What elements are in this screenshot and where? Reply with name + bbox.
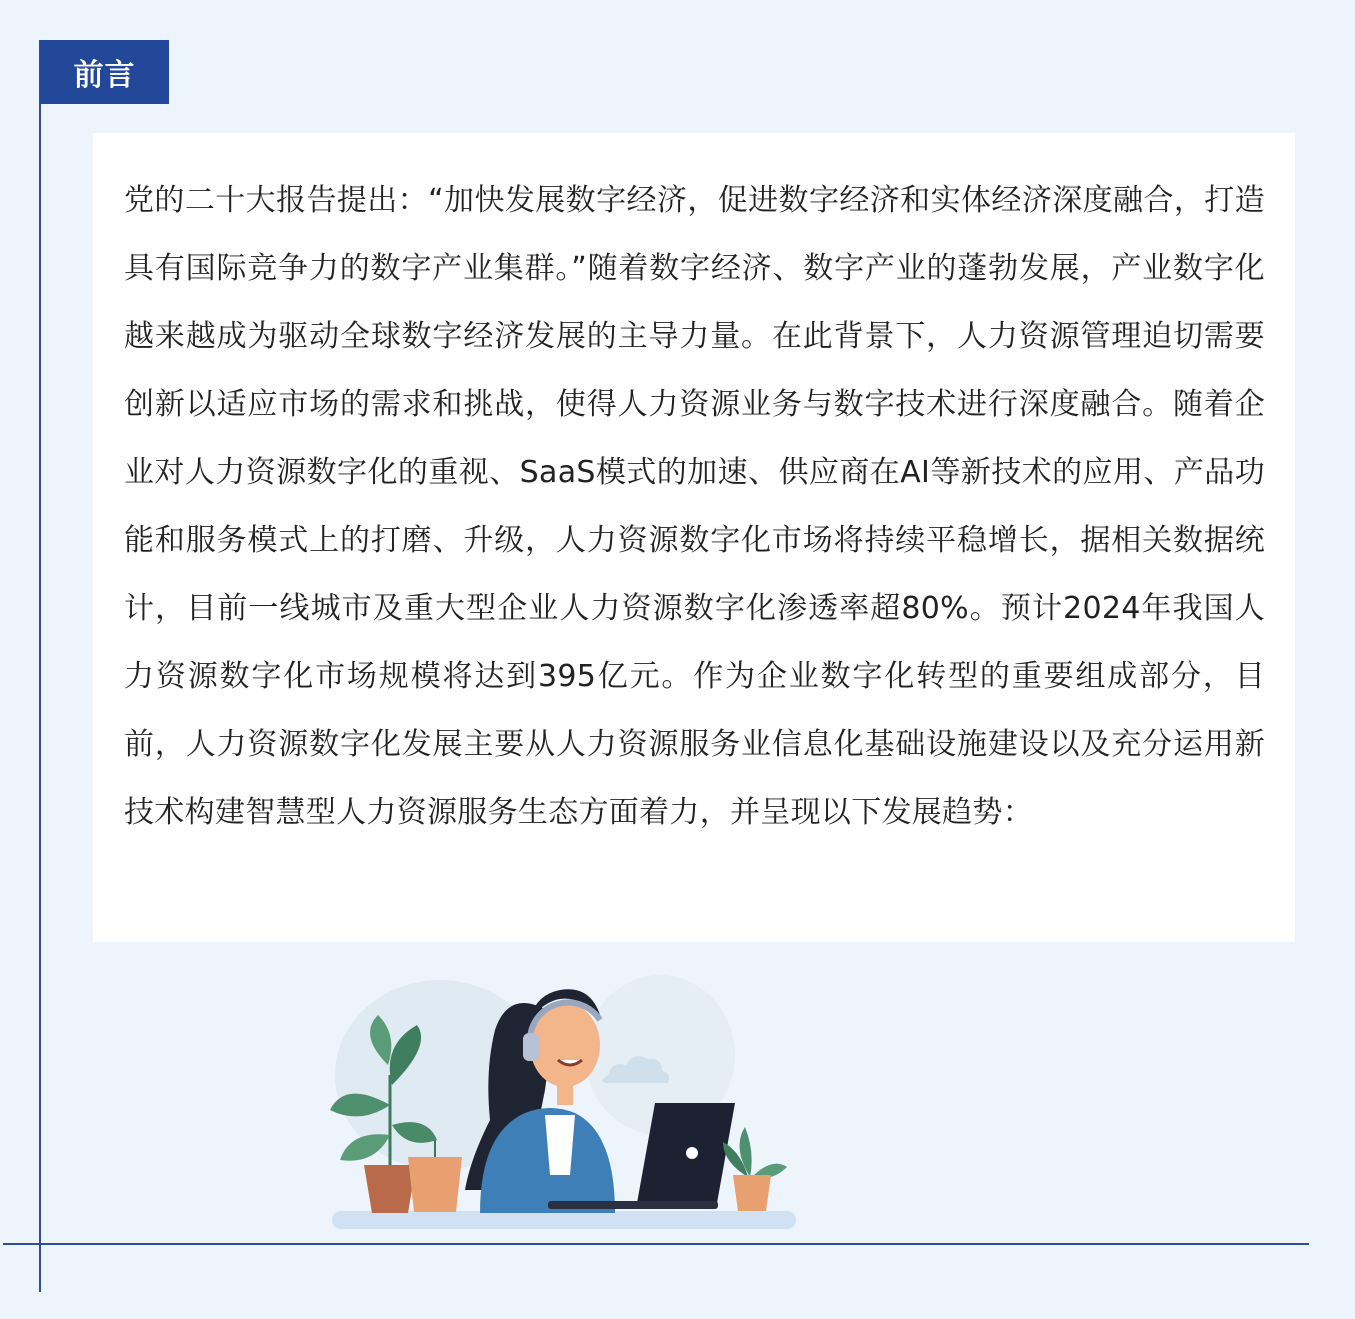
left-vertical-rule <box>39 40 41 1292</box>
section-title: 前言 <box>73 58 136 93</box>
bottom-horizontal-rule <box>3 1243 1309 1245</box>
woman-with-headset-at-laptop-illustration <box>320 965 800 1233</box>
section-title-tag <box>40 40 169 104</box>
apple-logo-icon <box>686 1147 698 1159</box>
desk <box>332 1211 796 1229</box>
potted-plant-small-icon <box>723 1127 787 1211</box>
body-paragraph: 党的二十大报告提出：“加快发展数字经济，促进数字经济和实体经济深度融合，打造具有国际竞争力的数字产业集群。”随着数字经济、数字产业的蓬勃发展，产业数字化越来越成为驱动全球数字经济发展的主导力量。在此背景下，人力资源管理迫切需要创新以适应市场的需求和挑战，使得人力资源业务与数字技术进行深度融合。随着企业对人力资源数字化的重视、SaaS模式的加速、供应商在AI等新技术的应用、产品功能和服务模式上的打磨、升级，人力资源数字化市场将持续平稳增长，据相关数据统计，目前一线城市及重大型企业人力资源数字化渗透率超80%。预计2024年我国人力资源数字化市场规模将达到395亿元。作为企业数字化转型的重要组成部分，目前，人力资源数字化发展主要从人力资源服务业信息化基础设施建设以及充分运用新技术构建智慧型人力资源服务生态方面着力，并呈现以下发展趋势： <box>124 183 1265 830</box>
headset-icon <box>523 1033 539 1061</box>
